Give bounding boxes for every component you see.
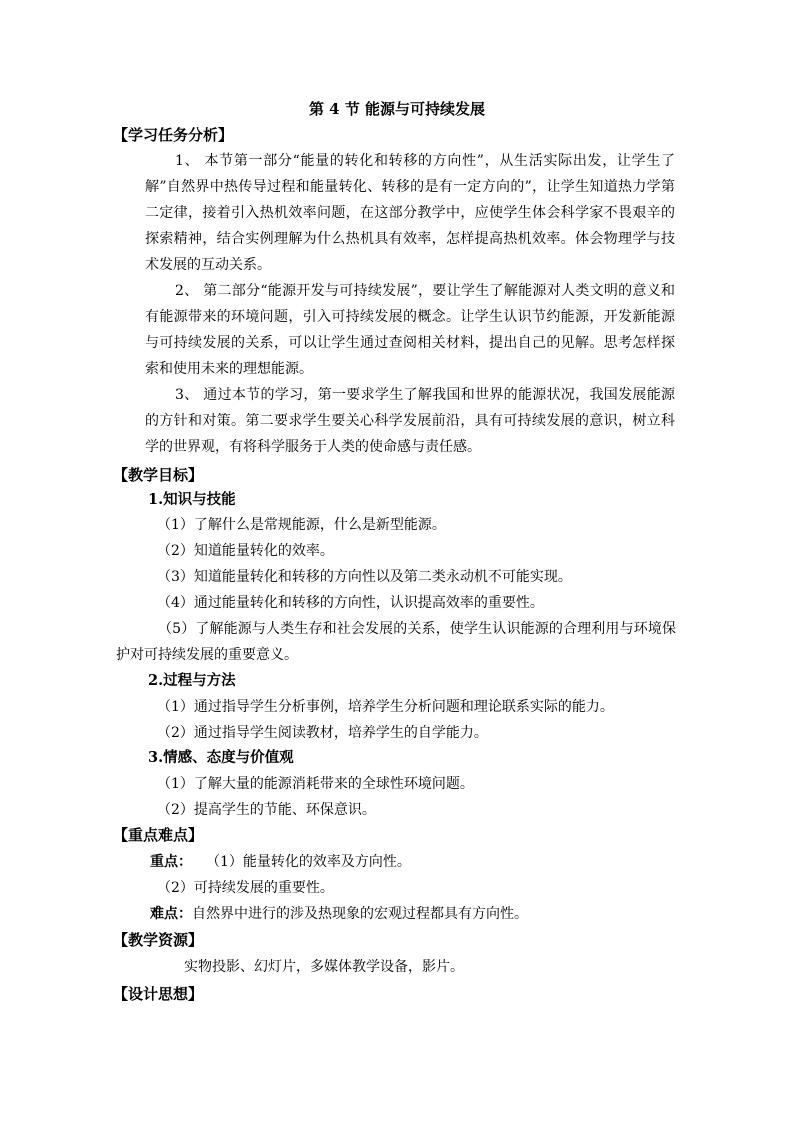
knowledge-item-1: （1）了解什么是常规能源，什么是新型能源。 [157, 517, 446, 533]
process-methods-title: 2.过程与方法 [148, 672, 236, 689]
key-point-label: 重点： [150, 854, 192, 870]
task-analysis-heading: 【学习任务分析】 [113, 126, 234, 144]
key-points-heading: 【重点难点】 [113, 826, 204, 844]
resources-heading: 【教学资源】 [113, 931, 204, 949]
emotion-item-1: （1）了解大量的能源消耗带来的全球性环境问题。 [157, 776, 474, 792]
difficulty-label: 难点： [150, 906, 192, 922]
emotion-item-2: （2）提高学生的节能、环保意识。 [157, 802, 376, 818]
difficulty-line [150, 903, 528, 925]
design-heading: 【设计思想】 [113, 985, 204, 1003]
key-point-2: （2）可持续发展的重要性。 [157, 880, 334, 896]
knowledge-item-2: （2）知道能量转化的效率。 [157, 543, 334, 559]
page-title: 第 4 节 能源与可持续发展 [308, 100, 486, 118]
task-analysis-paragraph-3: 3、 通过本节的学习，第一要求学生了解我国和世界的能源状况，我国发展能源的方针和对策。第二要求学生要关心科学发展前沿，具有可持续发展的意识，树立科学的世界观，有将科学服务于人类的使命感与责任感。 [145, 387, 675, 455]
objectives-heading: 【教学目标】 [113, 466, 204, 484]
key-point-1: （1）能量转化的效率及方向性。 [206, 854, 411, 870]
task-analysis-paragraph-1: 1、 本节第一部分“能量的转化和转移的方向性”，从生活实际出发，让学生了解”自然界中热传导过程和能量转化、转移的是有一定方向的”，让学生知道热力学第二定律，接着引入热机效率问题，在这部分教学中，应使学生体会科学家不畏艰辛的探索精神，结合实例理解为什么热机具有效率，怎样提高热机效率。体会物理学与技术发展的互动关系。 [145, 153, 675, 273]
process-item-1: （1）通过指导学生分析事例，培养学生分析问题和理论联系实际的能力。 [157, 699, 614, 715]
knowledge-item-4: （4）通过能量转化和转移的方向性，认识提高效率的重要性。 [157, 595, 544, 611]
task-analysis-paragraph-2: 2、 第二部分“能源开发与可持续发展”，要让学生了解能源对人类文明的意义和有能源带来的环境问题，引入可持续发展的概念。让学生认识节约能源，开发新能源与可持续发展的关系，可以让学生通过查阅相关材料，提出自己的见解。思考怎样探索和使用未来的理想能源。 [145, 283, 675, 377]
process-item-2: （2）通过指导学生阅读教材，培养学生的自学能力。 [157, 725, 488, 741]
difficulty-text: 自然界中进行的涉及热现象的宏观过程都具有方向性。 [192, 906, 528, 922]
knowledge-skills-title: 1.知识与技能 [148, 491, 236, 508]
resources-text: 实物投影、幻灯片，多媒体教学设备，影片。 [184, 959, 464, 975]
knowledge-item-5: （5）了解能源与人类生存和社会发展的关系，使学生认识能源的合理利用与环境保护对可持续发展的重要意义。 [116, 621, 676, 663]
emotion-values-title: 3.情感、态度与价值观 [148, 749, 294, 766]
key-point-line [150, 851, 411, 873]
knowledge-item-3: （3）知道能量转化和转移的方向性以及第二类永动机不可能实现。 [157, 569, 572, 585]
